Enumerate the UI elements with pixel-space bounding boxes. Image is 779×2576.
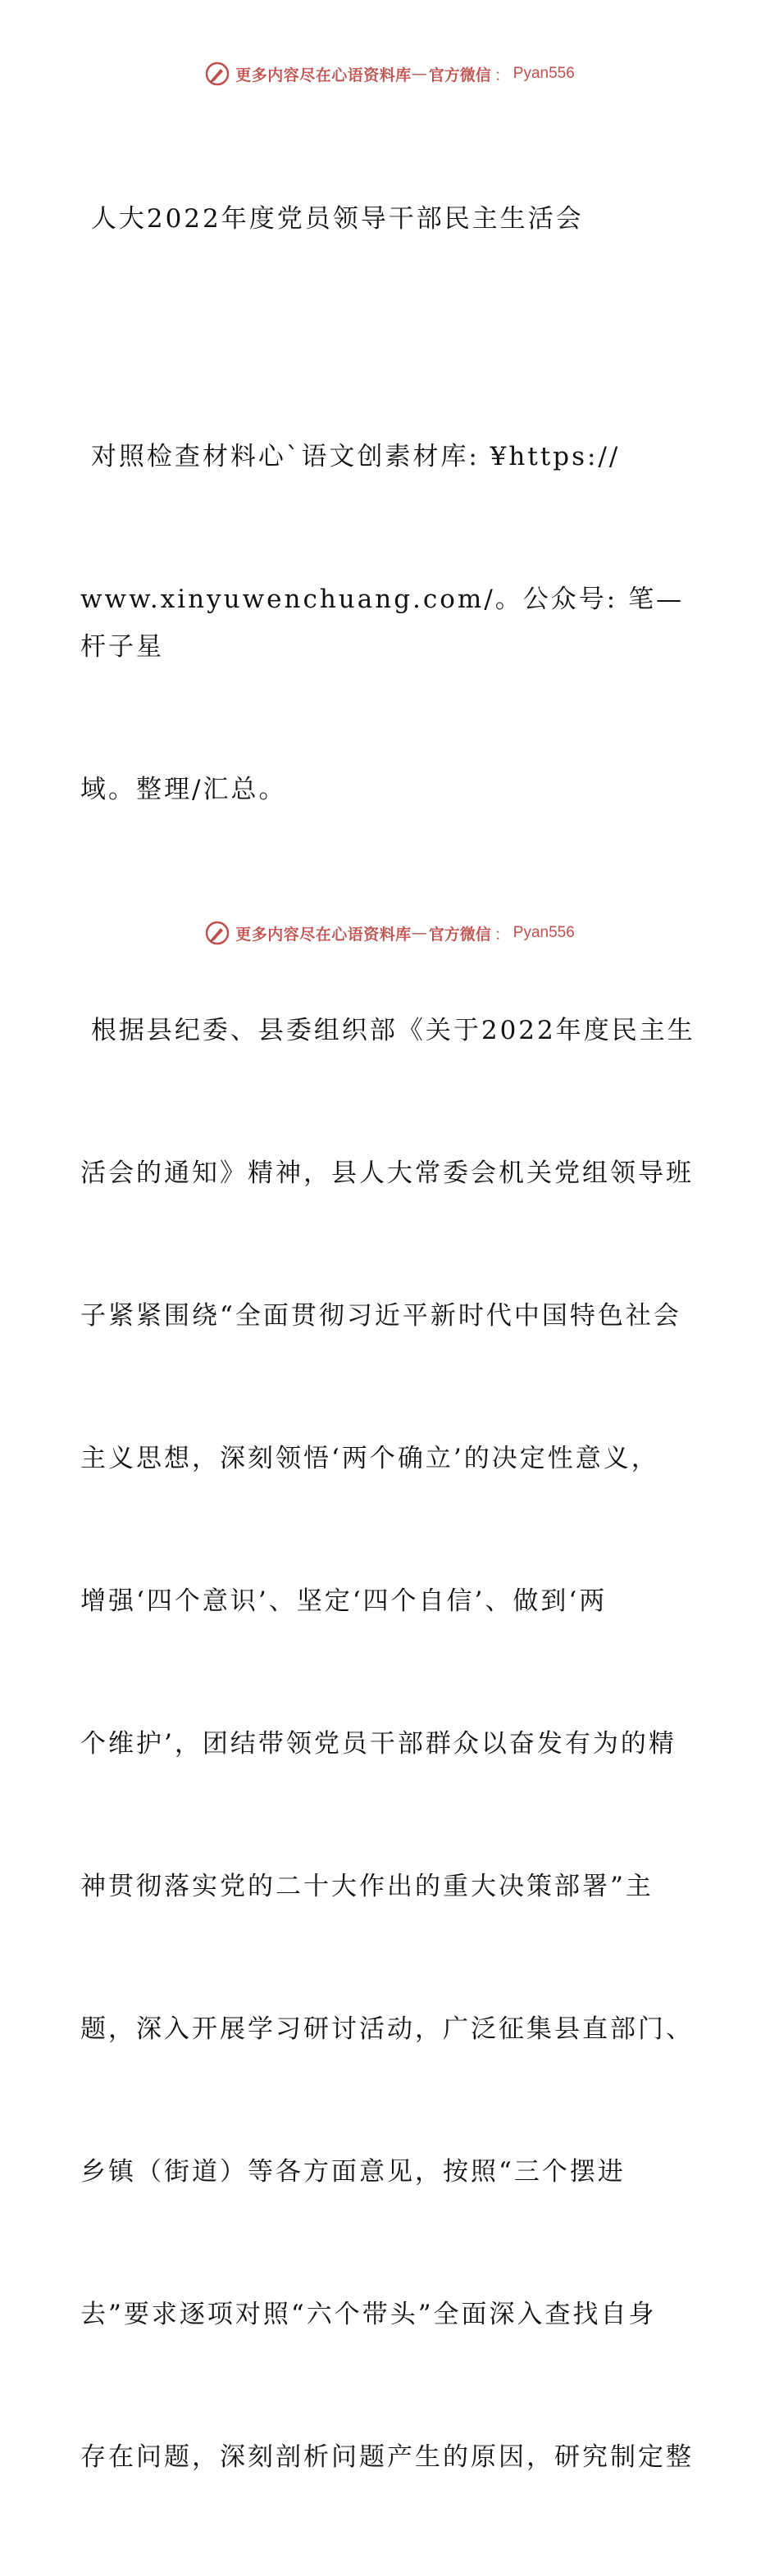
banner-wechat-id: Pyan556 (512, 65, 575, 82)
banner-colon: ： (494, 925, 510, 944)
body-line: 活会的通知》精神，县人大常委会机关党组领导班 (80, 1158, 694, 1188)
intro-line: 对照检查材料心`语文创素材库: ¥https:// (80, 442, 621, 471)
body-line: 题，深入开展学习研讨活动，广泛征集县直部门、 (80, 2014, 694, 2044)
banner-wechat-id: Pyan556 (512, 924, 575, 941)
banner-main-text: 更多内容尽在心语资料库 (235, 66, 412, 84)
title-line: 人大2022年度党员领导干部民主生活会 (80, 204, 584, 234)
footer-banner (0, 919, 779, 947)
banner-wechat-label: 官方微信 (428, 66, 491, 84)
banner-separator: — (411, 924, 427, 942)
body-line: 增强‘四个意识’、坚定‘四个自信’、做到‘两 (80, 1586, 608, 1616)
pen-logo-icon (204, 61, 230, 87)
body-line: 个维护’，团结带领党员干部群众以奋发有为的精 (80, 1729, 676, 1759)
intro-paragraph (80, 338, 704, 908)
document-content (80, 100, 704, 2576)
body-paragraph (80, 912, 704, 2576)
banner-separator: — (411, 65, 427, 83)
banner-colon: ： (494, 66, 510, 84)
body-line: 根据县纪委、县委组织部《关于2022年度民主生 (80, 1016, 695, 1045)
body-line: 去”要求逐项对照“六个带头”全面深入查找自身 (80, 2300, 657, 2329)
document-title (80, 100, 704, 338)
body-line: 神贯彻落实党的二十大作出的重大决策部署”主 (80, 1872, 654, 1901)
body-line: 存在问题，深刻剖析问题产生的原因，研究制定整 (80, 2442, 694, 2472)
intro-line: 域。整理/汇总。 (80, 775, 287, 804)
banner-wechat-label: 官方微信 (428, 925, 491, 944)
header-banner (0, 60, 779, 88)
banner-main-text: 更多内容尽在心语资料库 (235, 925, 412, 944)
intro-line: www.xinyuwenchuang.com/。公众号: 笔—杆子星 (80, 585, 685, 662)
body-line: 子紧紧围绕“全面贯彻习近平新时代中国特色社会 (80, 1301, 681, 1331)
body-line: 主义思想，深刻领悟‘两个确立’的决定性意义， (80, 1444, 659, 1473)
body-line: 乡镇（街道）等各方面意见，按照“三个摆进 (80, 2157, 626, 2187)
pen-logo-icon (204, 920, 230, 946)
